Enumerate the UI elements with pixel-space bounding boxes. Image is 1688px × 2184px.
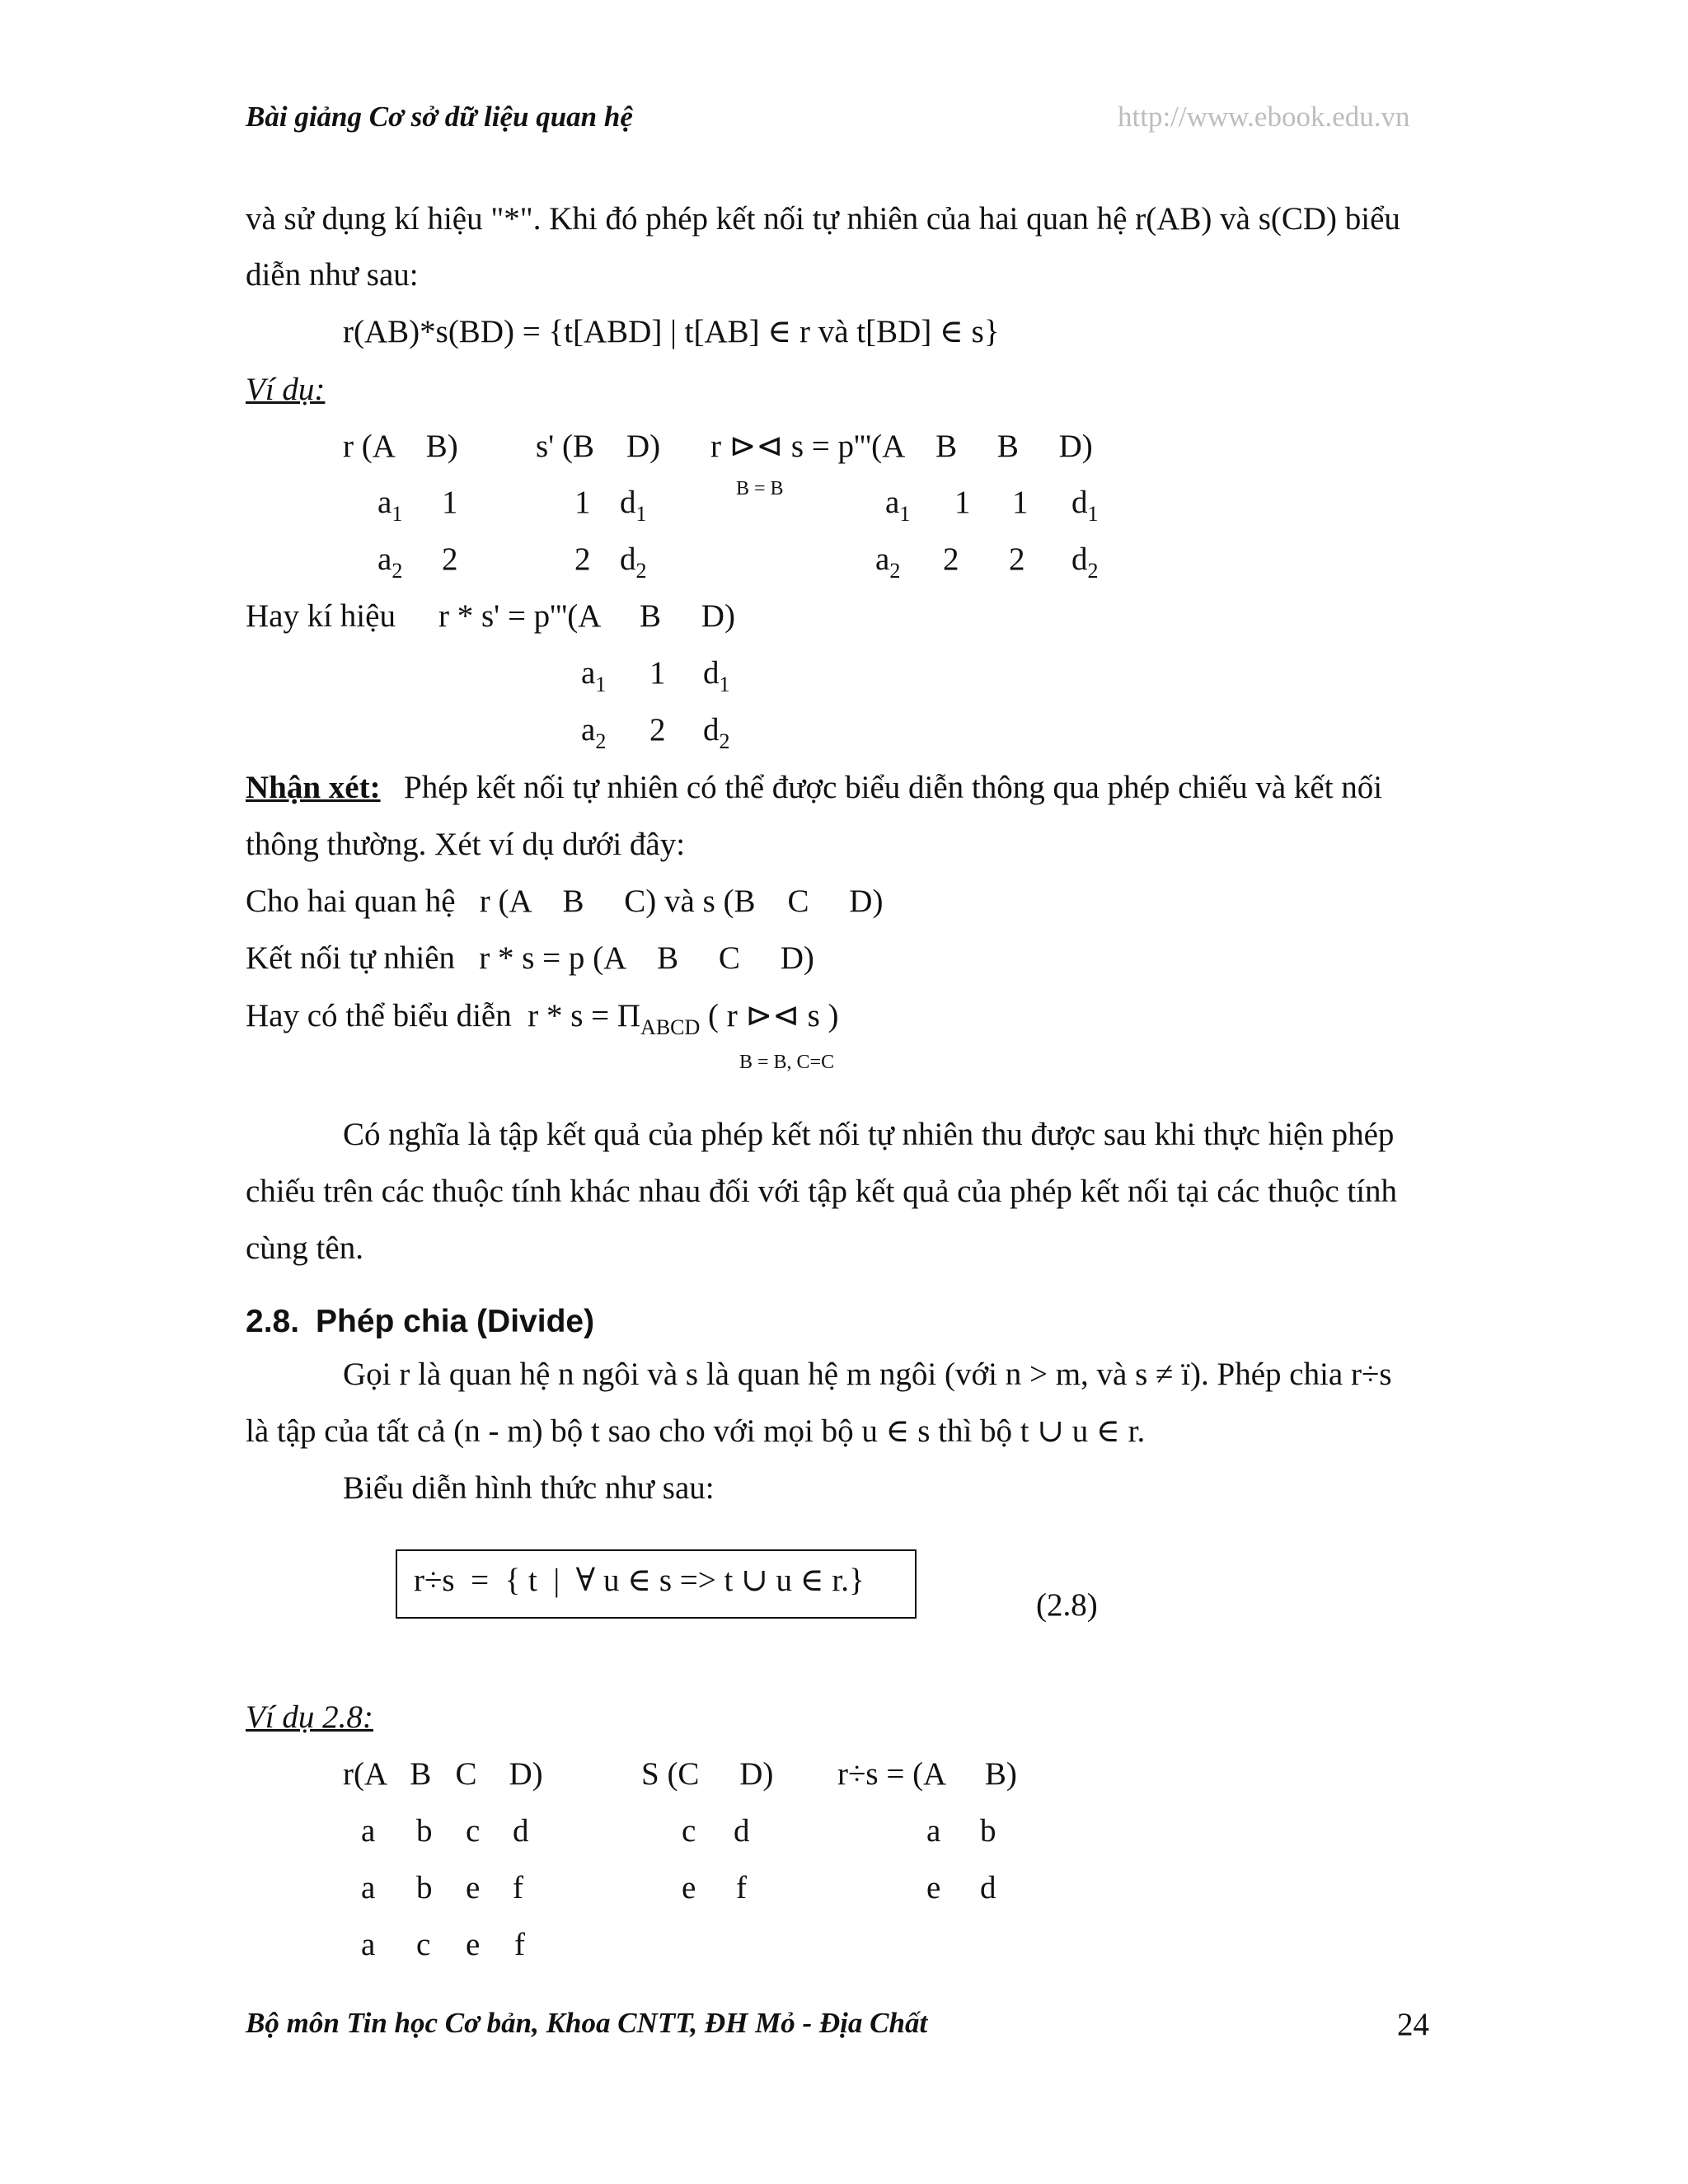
- ex1-s-header: s' (B D): [536, 429, 661, 464]
- remark-label: Nhận xét:: [246, 770, 381, 805]
- ex1-p-row2-b1: 2: [943, 541, 959, 577]
- ex28-r-row2-a: a: [361, 1870, 376, 1905]
- ex28-r-row2-c: e: [466, 1870, 481, 1905]
- ex28-r-row3-a: a: [361, 1927, 376, 1962]
- ex1-r-row1-a: $a_1$: [377, 485, 403, 526]
- page-number: 24: [1397, 2007, 1429, 2042]
- ex1-p-row2-d: $d_2$: [1071, 541, 1099, 583]
- projection-line: Hay có thể biểu diễn $r * s = \Pi_{ABCD}$ ( r ⊳⊲ s ): [246, 998, 839, 1039]
- remark-line-1: Phép kết nối tự nhiên có thể được biểu diễn thông qua phép chiếu và kết nối: [404, 770, 1383, 805]
- divide-formula: r÷s = { t | ∀ u ∈ s => t ∪ u ∈ r.}: [414, 1563, 865, 1598]
- alt-row1-d: $d_1$: [703, 655, 730, 696]
- ex1-p-row2-b2: 2: [1009, 541, 1025, 577]
- ex28-r-row2-d: f: [513, 1870, 523, 1905]
- remark-line-2: thông thường. Xét ví dụ dưới đây:: [246, 827, 686, 862]
- ex1-s-row1-d: $d_1$: [620, 485, 647, 526]
- footer-department: Bộ môn Tin học Cơ bản, Khoa CNTT, ĐH Mỏ - Địa Chất: [246, 2007, 928, 2039]
- example-label: Ví dụ:: [246, 372, 326, 407]
- ex1-r-row2-b: 2: [442, 541, 458, 577]
- alt-row2-d: $d_2$: [703, 712, 730, 753]
- running-header-title: Bài giảng Cơ sở dữ liệu quan hệ: [246, 101, 633, 133]
- ex1-s-row1-b: 1: [574, 485, 591, 520]
- ex28-r-row2-b: b: [416, 1870, 433, 1905]
- example-2-8-label: Ví dụ 2.8:: [246, 1699, 373, 1735]
- alt-notation-formula: r * s' = p'''(A B D): [438, 598, 735, 634]
- running-header-url: http://www.ebook.edu.vn: [1118, 101, 1410, 133]
- meaning-line-3: cùng tên.: [246, 1230, 363, 1266]
- formal-intro: Biểu diễn hình thức như sau:: [343, 1470, 715, 1506]
- ex28-s-row1-d: d: [734, 1813, 750, 1849]
- ex1-p-row1-a: $a_1$: [885, 485, 911, 526]
- ex28-r-row3-b: c: [416, 1927, 431, 1962]
- section-title: Phép chia (Divide): [316, 1304, 595, 1339]
- ex28-q-row1-a: a: [926, 1813, 941, 1849]
- intro-line-1: và sử dụng kí hiệu "*". Khi đó phép kết nối tự nhiên của hai quan hệ r(AB) và s(CD) biểu: [246, 201, 1400, 237]
- ex28-r-header: r(A B C D): [343, 1756, 543, 1792]
- given-relations-line: Cho hai quan hệ r (A B C) và s (B C D): [246, 883, 884, 919]
- ex28-quotient-header: r÷s = (A B): [837, 1756, 1017, 1792]
- alt-row1-a: $a_1$: [581, 655, 607, 696]
- ex28-s-row2-c: e: [682, 1870, 696, 1905]
- ex1-s-row2-d: $d_2$: [620, 541, 647, 583]
- ex28-r-row3-c: e: [466, 1927, 481, 1962]
- ex28-r-row1-b: b: [416, 1813, 433, 1849]
- section-number: 2.8.: [246, 1304, 300, 1339]
- divide-line-1: Gọi r là quan hệ n ngôi và s là quan hệ m ngôi (với n > m, và s ≠ ï). Phép chia r÷s: [343, 1357, 1392, 1392]
- equation-number: (2.8): [1036, 1587, 1098, 1623]
- ex1-p-row1-d: $d_1$: [1071, 485, 1099, 526]
- ex28-r-row1-d: d: [513, 1813, 529, 1849]
- ex28-r-row3-d: f: [514, 1927, 525, 1962]
- intro-line-2: diễn như sau:: [246, 257, 419, 293]
- ex1-r-row1-b: 1: [442, 485, 458, 520]
- natural-join-line: Kết nối tự nhiên r * s = p (A B C D): [246, 940, 814, 976]
- ex28-s-row1-c: c: [682, 1813, 696, 1849]
- ex28-s-header: S (C D): [641, 1756, 774, 1792]
- ex28-q-row2-a: e: [926, 1870, 941, 1905]
- ex28-s-row2-d: f: [736, 1870, 747, 1905]
- ex1-p-row1-b2: 1: [1012, 485, 1029, 520]
- alt-row2-a: $a_2$: [581, 712, 607, 753]
- divide-line-2: là tập của tất cả (n - m) bộ t sao cho với mọi bộ u ∈ s thì bộ t ∪ u ∈ r.: [246, 1413, 1146, 1449]
- ex1-join-condition: B = B: [736, 478, 784, 499]
- ex28-r-row1-a: a: [361, 1813, 376, 1849]
- alt-row2-b: 2: [649, 712, 666, 748]
- meaning-line-2: chiếu trên các thuộc tính khác nhau đối với tập kết quả của phép kết nối tại các thuộc tính: [246, 1174, 1398, 1209]
- ex1-r-row2-a: $a_2$: [377, 541, 403, 583]
- ex1-join-header: r ⊳⊲ s = p'''(A B B D): [710, 429, 1093, 464]
- alt-row1-b: 1: [649, 655, 666, 691]
- ex1-s-row2-b: 2: [574, 541, 591, 577]
- ex1-p-row2-a: $a_2$: [875, 541, 901, 583]
- natural-join-formula: r(AB)*s(BD) = {t[ABD] | t[AB] ∈ r và t[BD] ∈ s}: [343, 314, 1000, 349]
- meaning-line-1: Có nghĩa là tập kết quả của phép kết nối tự nhiên thu được sau khi thực hiện phép: [343, 1117, 1395, 1152]
- ex28-q-row2-b: d: [980, 1870, 996, 1905]
- ex28-r-row1-c: c: [466, 1813, 481, 1849]
- alt-notation-label: Hay kí hiệu: [246, 598, 396, 634]
- ex1-p-row1-b1: 1: [954, 485, 971, 520]
- ex28-q-row1-b: b: [980, 1813, 996, 1849]
- projection-condition: B = B, C=C: [739, 1052, 835, 1073]
- ex1-r-header: r (A B): [343, 429, 458, 464]
